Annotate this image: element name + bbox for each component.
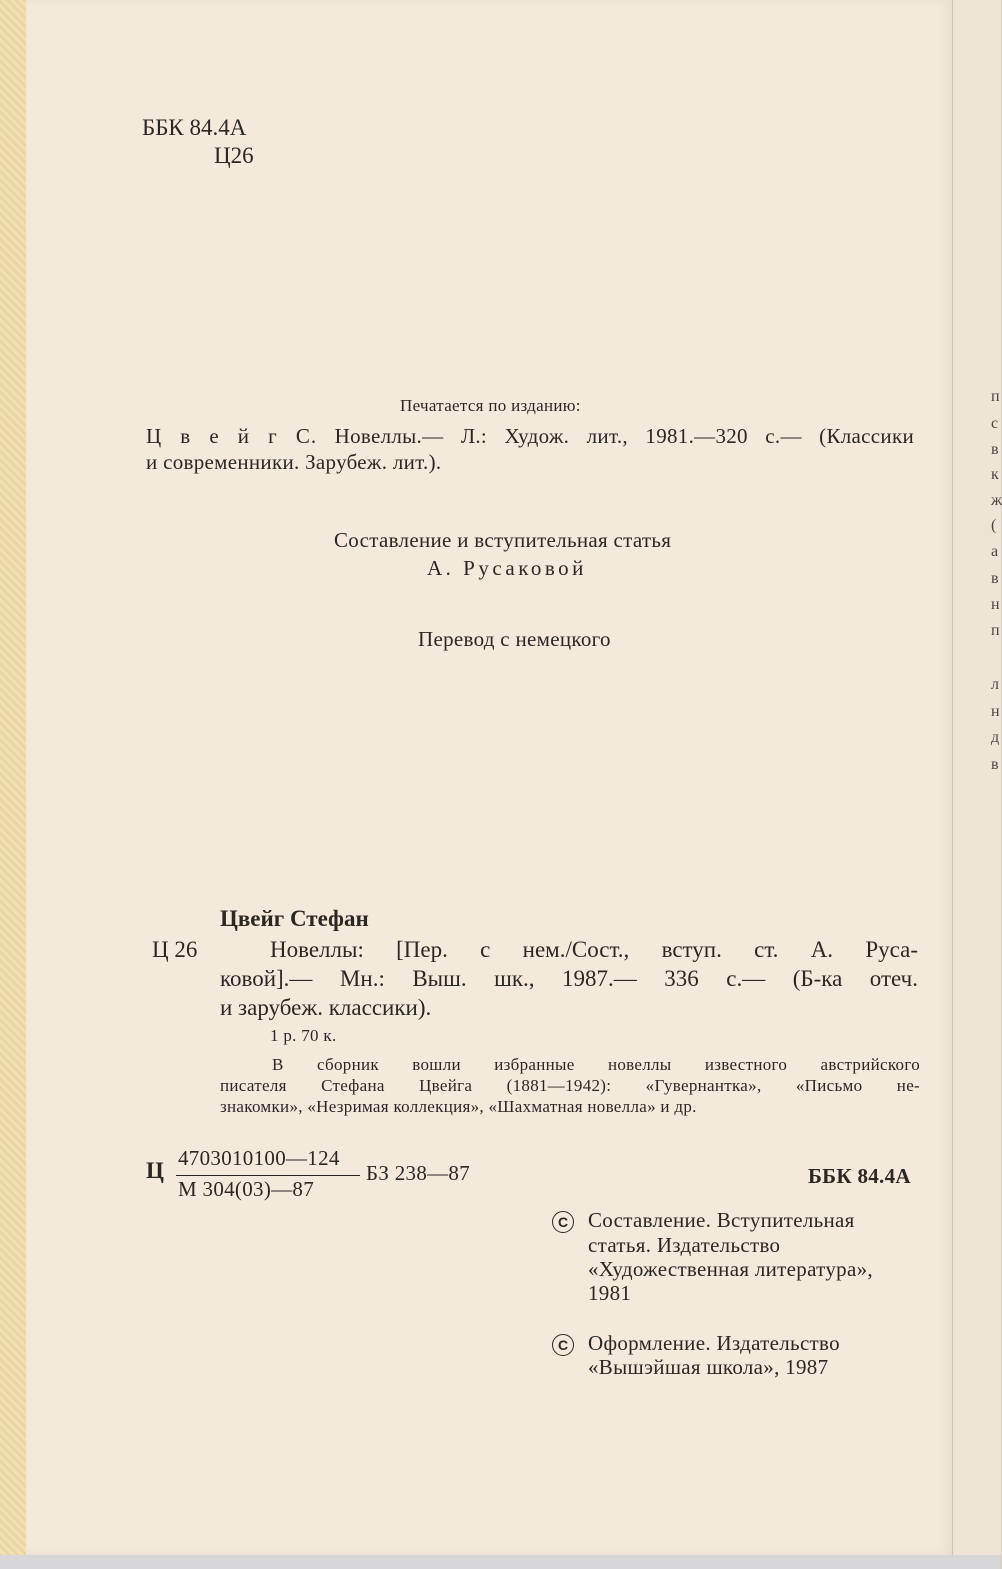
adjacent-letter: в <box>991 756 999 773</box>
plan-code: БЗ 238—87 <box>366 1161 471 1185</box>
book-page <box>26 0 952 1555</box>
adjacent-letter: в <box>991 441 999 458</box>
catalog-price: 1 р. 70 к. <box>270 1026 337 1045</box>
source-author: Ц в е й г С. <box>146 424 318 448</box>
scanner-bed <box>0 1555 1000 1569</box>
index-numerator: 4703010100—124 <box>178 1146 340 1170</box>
index-denominator: М 304(03)—87 <box>178 1177 315 1201</box>
adjacent-letter: ж <box>991 492 1002 509</box>
adjacent-letter: н <box>991 596 1000 613</box>
author-code-top: Ц26 <box>214 143 254 168</box>
copyright-2-line-1: Оформление. Издательство <box>588 1331 840 1355</box>
adjacent-letter: л <box>991 676 999 693</box>
copyright-1-line-1: Составление. Вступительная <box>588 1208 855 1232</box>
compiled-by-label: Составление и вступительная статья <box>334 528 672 552</box>
copyright-1-line-4: 1981 <box>588 1281 632 1305</box>
copyright-icon: С <box>552 1211 574 1233</box>
catalog-code: Ц 26 <box>152 937 198 962</box>
adjacent-letter: к <box>991 466 999 483</box>
source-line-1 <box>146 424 914 449</box>
annotation-line-2: писателя Стефана Цвейга (1881—1942): «Гувернантка», «Письмо не- <box>220 1076 920 1095</box>
index-letter: Ц <box>146 1158 164 1183</box>
binding-strip <box>0 0 26 1569</box>
compiler-name: А. Русаковой <box>427 556 587 580</box>
adjacent-letter: д <box>991 729 1000 746</box>
bbk-code-top: ББК 84.4А <box>142 115 247 140</box>
catalog-line-2: ковой].— Мн.: Выш. шк., 1987.— 336 с.— (Б-ка отеч. <box>220 966 918 991</box>
annotation-line-1: В сборник вошли избранные новеллы известного австрийского <box>272 1055 920 1074</box>
adjacent-letter: ( <box>991 517 997 534</box>
adjacent-letter: в <box>991 570 999 587</box>
copyright-icon: С <box>552 1334 574 1356</box>
adjacent-letter: н <box>991 703 1000 720</box>
source-line-2: и современники. Зарубеж. лит.). <box>146 450 442 474</box>
annotation-line-3: знакомки», «Незримая коллекция», «Шахматная новелла» и др. <box>220 1097 697 1116</box>
adjacent-letter: с <box>991 415 999 432</box>
translation-note: Перевод с немецкого <box>418 627 611 651</box>
catalog-line-3: и зарубеж. классики). <box>220 995 432 1020</box>
copyright-1-line-2: статья. Издательство <box>588 1233 781 1257</box>
adjacent-letter: п <box>991 622 1000 639</box>
bbk-code-bottom: ББК 84.4А <box>808 1164 911 1188</box>
adjacent-letter: а <box>991 543 999 560</box>
copyright-1-line-3: «Художественная литература», <box>588 1257 873 1281</box>
catalog-line-1: Новеллы: [Пер. с нем./Сост., вступ. ст. А. Руса- <box>270 937 918 962</box>
source-heading: Печатается по изданию: <box>400 396 581 415</box>
catalog-author: Цвейг Стефан <box>220 906 369 931</box>
adjacent-letter: п <box>991 388 1000 405</box>
fraction-line <box>176 1175 360 1176</box>
adjacent-page-edge <box>952 0 1001 1555</box>
copyright-2-line-2: «Вышэйшая школа», 1987 <box>588 1355 829 1379</box>
source-details: Новеллы.— Л.: Худож. лит., 1981.—320 с.— (Классики <box>334 424 914 448</box>
